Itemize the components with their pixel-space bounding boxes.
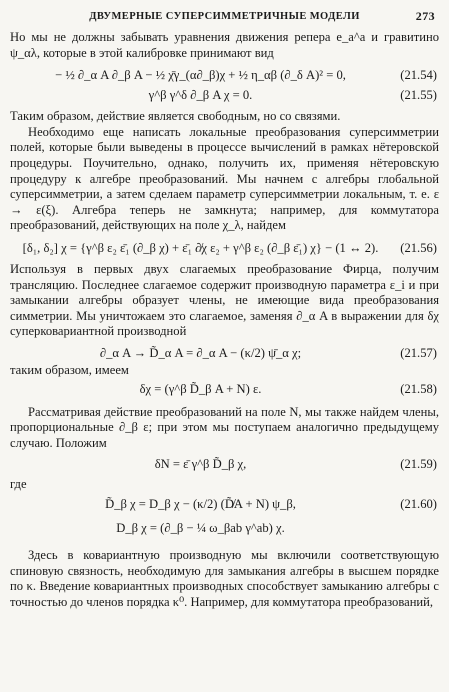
equation-formula: [δ₁, δ₂] χ = {γ^β ε₂ ε̄₁ (∂_β χ) + ε̄₁ ∂̸χ ε₂ + γ^β ε₂ (∂_β ε̄₁) χ} − (1 ↔ 2). bbox=[22, 240, 379, 255]
equation-number: (21.58) bbox=[400, 381, 437, 396]
equation-number: (21.60) bbox=[400, 497, 437, 512]
paragraph-5: таким образом, имеем bbox=[10, 362, 129, 377]
equation-formula: D̃_β χ = D_β χ − (κ/2) (D̸̃A + N) ψ_β, bbox=[105, 497, 296, 512]
equation-formula: δN = ε̄ γ^β D̃_β χ, bbox=[154, 457, 247, 472]
running-title: ДВУМЕРНЫЕ СУПЕРСИММЕТРИЧНЫЕ МОДЕЛИ bbox=[89, 11, 360, 22]
paragraph-1: Но мы не должны забывать уравнения движения репера e_a^a и гравитино ψ_αλ, которые в этой калибровке принимают вид bbox=[10, 30, 439, 60]
equation-21-57 bbox=[10, 343, 439, 363]
equation-number: (21.55) bbox=[400, 88, 437, 103]
running-header bbox=[10, 8, 439, 26]
equation-number: (21.56) bbox=[400, 240, 437, 255]
equation-formula: − ½ ∂_α A ∂_β A − ½ χ̄γ_(α∂_β)χ + ½ η_αβ (∂_δ A)² = 0, bbox=[55, 68, 346, 83]
page-number: 273 bbox=[415, 9, 435, 23]
equation-21-60a bbox=[10, 492, 439, 516]
equation-21-58 bbox=[10, 379, 439, 399]
paragraph-6: Рассматривая действие преобразований на поле N, мы также найдем члены, пропорциональные ∂_β ε; при этом мы поступаем аналогично предыдущему случаю. Положим bbox=[10, 404, 439, 450]
equation-number: (21.54) bbox=[400, 68, 437, 83]
equation-21-55 bbox=[10, 85, 439, 105]
equation-number: (21.59) bbox=[400, 457, 437, 472]
paragraph-7: где bbox=[10, 477, 27, 492]
equation-number: (21.57) bbox=[400, 345, 437, 360]
equation-21-59 bbox=[10, 454, 439, 474]
equation-formula: ∂_α A → D̃_α A = ∂_α A − (κ/2) ψ̄_α χ; bbox=[99, 345, 302, 360]
equation-formula: δχ = (γ^β D̃_β A + N) ε. bbox=[139, 381, 262, 396]
paragraph-4: Используя в первых двух слагаемых преобразование Фирца, получим трансляцию. Последнее слагаемое содержит производную параметра ε_i и при замыкании алгебры образует члены, не имеющие вида преобразования симметрии. Мы уничтожаем это слагаемое, заменяя ∂_α A в выражении для δχ суперковариантной производной bbox=[10, 261, 439, 339]
equation-21-56 bbox=[10, 238, 439, 258]
paragraph-2: Таким образом, действие является свободным, но со связями. bbox=[10, 109, 341, 124]
equation-21-54 bbox=[10, 65, 439, 85]
equation-formula: γ^β γ^δ ∂_β A χ = 0. bbox=[148, 88, 253, 103]
equation-21-60b bbox=[10, 516, 439, 540]
paragraph-8: Здесь в ковариантную производную мы включили соответствующую спиновую связность, необходимую для замыкания алгебры в высшем порядке по κ. Введение ковариантных производных способствует замыканию алгебры с точностью до членов порядка κ⁰. Например, для коммутатора преобразований, bbox=[10, 548, 439, 610]
equation-formula: D_β χ = (∂_β − ¼ ω_βab γ^ab) χ. bbox=[116, 521, 285, 536]
paragraph-3: Необходимо еще написать локальные преобразования суперсимметрии полей, которые были выведены в процессе вычислений в рамках нётеровской процедуры. Поучительно, однако, получить их, применяя нётеровскую процедуру к алгебре преобразований. Мы начнем с алгебры глобальной суперсимметрии, а затем сделаем параметр суперсимметрии локальным, т. е. ε → ε(ξ). Алгебра теперь не замкнута; например, для коммутатора преобразований, действующих на поле χ_λ, найдем bbox=[10, 124, 439, 233]
